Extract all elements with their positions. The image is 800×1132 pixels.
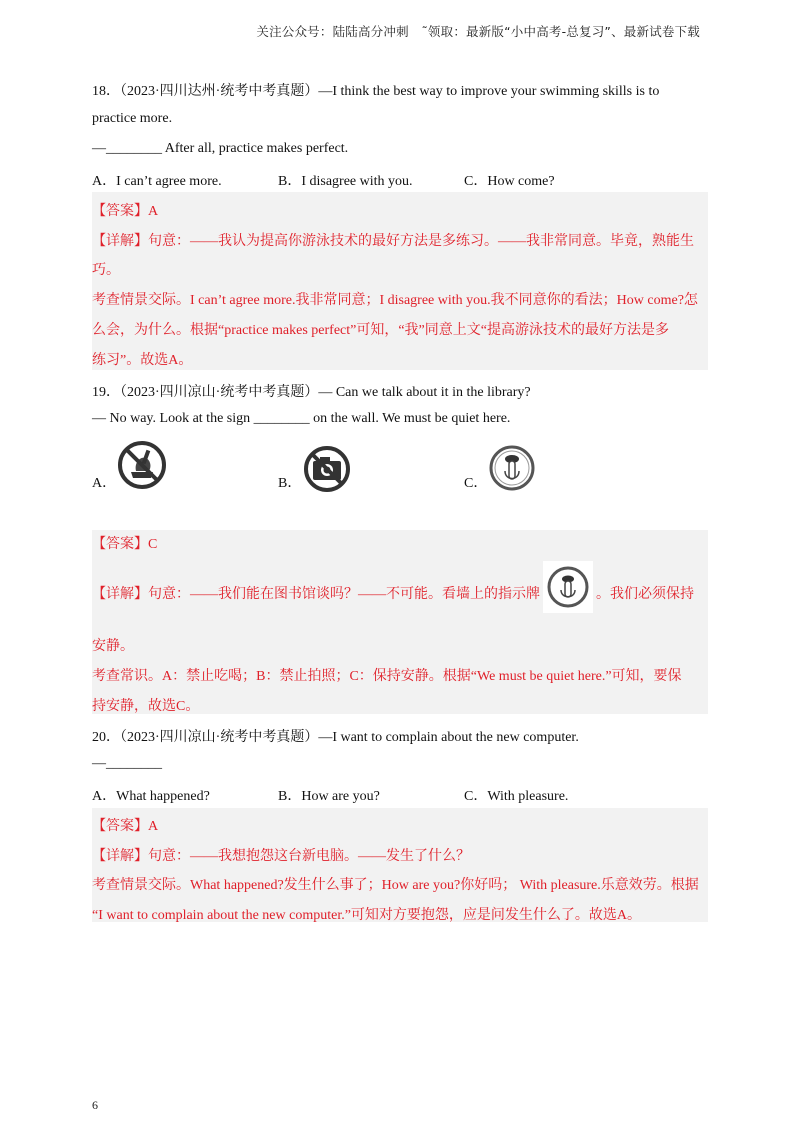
- q19-detail-line4: 持安静，故选C。: [92, 699, 200, 714]
- q18-detail-line4: 么会，为什么。根据“practice makes perfect”可知，“我”同意上文“提高游泳技术的最好方法是多: [92, 323, 669, 338]
- q18-option-b: B．I disagree with you.: [278, 174, 413, 189]
- keep-quiet-sign-icon: [543, 561, 593, 613]
- q20-stem-line1: 20．（2023·四川凉山·统考中考真题）—I want to complain about the new computer.: [92, 730, 579, 745]
- q18-stem-line2: practice more.: [92, 111, 173, 126]
- q19-detail-line2: 安静。: [92, 639, 134, 654]
- q19-option-c: C．: [464, 476, 488, 491]
- q19-stem-line1: 19．（2023·四川凉山·统考中考真题）— Can we talk about it in the library?: [92, 385, 531, 400]
- q18-answer-box: [92, 192, 708, 370]
- q18-detail-line1: 【详解】句意：——我认为提高你游泳技术的最好方法是多练习。——我非常同意。毕竟，熟能生: [92, 234, 694, 249]
- q18-detail-line5: 练习”。故选A。: [92, 353, 193, 368]
- no-eating-sign-icon: [116, 438, 168, 492]
- q18-option-a: A．I can’t agree more.: [92, 174, 222, 189]
- q20-option-a: A．What happened?: [92, 789, 210, 804]
- q18-detail-line3: 考查情景交际。I can’t agree more.我非常同意；I disagree with you.我不同意你的看法；How come?怎: [92, 293, 698, 308]
- q20-detail-line2: 考查情景交际。What happened?发生什么事了；How are you?你好吗； With pleasure.乐意效劳。根据: [92, 878, 699, 893]
- q19-answer: 【答案】C: [92, 537, 158, 552]
- q20-answer: 【答案】A: [92, 819, 159, 834]
- q18-detail-line2: 巧。: [92, 263, 120, 278]
- q20-detail-line1: 【详解】句意：——我想抱怨这台新电脑。——发生了什么？: [92, 849, 470, 864]
- q18-stem-line1: 18．（2023·四川达州·统考中考真题）—I think the best way to improve your swimming skills is to: [92, 84, 660, 99]
- q19-detail-line1b: 。我们必须保持: [596, 587, 694, 602]
- q20-stem-line2: —________: [92, 756, 162, 771]
- page-number: 6: [92, 1098, 98, 1112]
- q19-answer-box: [92, 530, 708, 714]
- q19-option-b: B．: [278, 476, 302, 491]
- q19-detail-line1a: 【详解】句意：——我们能在图书馆谈吗？——不可能。看墙上的指示牌: [92, 587, 540, 602]
- q19-stem-line2: — No way. Look at the sign ________ on the wall. We must be quiet here.: [92, 411, 511, 426]
- q19-option-a: A．: [92, 476, 117, 491]
- q19-detail-line3: 考查常识。A：禁止吃喝；B：禁止拍照；C：保持安静。根据“We must be quiet here.”可知，要保: [92, 669, 682, 684]
- q18-stem-line3: —________ After all, practice makes perfect.: [92, 141, 349, 156]
- q20-detail-line3: “I want to complain about the new computer.”可知对方要抱怨，应是问发生什么了。故选A。: [92, 908, 642, 923]
- q20-option-b: B．How are you?: [278, 789, 380, 804]
- q18-answer: 【答案】A: [92, 204, 159, 219]
- q18-option-c: C．How come?: [464, 174, 555, 189]
- no-photography-sign-icon: [302, 444, 352, 494]
- q20-option-c: C．With pleasure.: [464, 789, 569, 804]
- page-header: 关注公众号：陆陆高分冲刺 ˜领取：最新版“小中高考-总复习”、最新试卷下载: [256, 24, 700, 39]
- keep-quiet-sign-icon: [487, 441, 537, 495]
